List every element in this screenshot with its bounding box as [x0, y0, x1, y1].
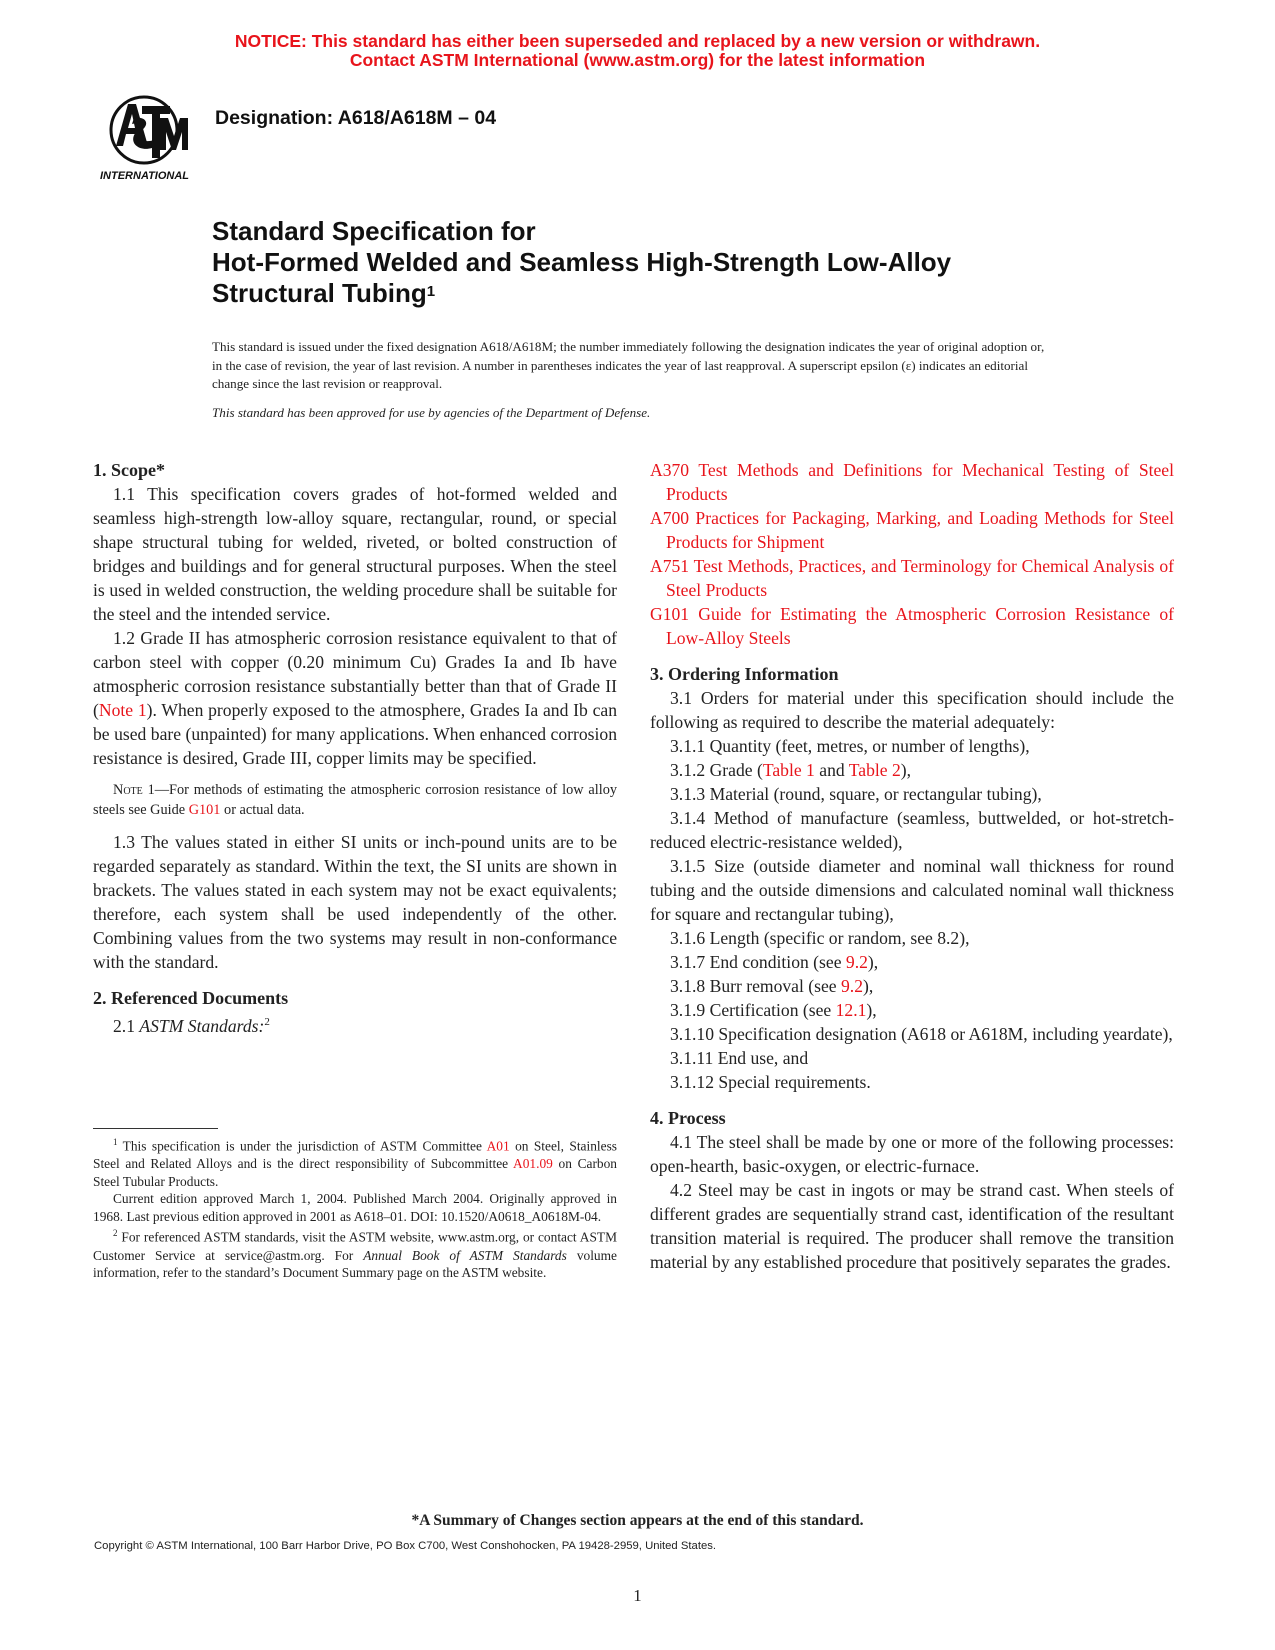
footnote-1-mark: 1 [113, 1137, 118, 1147]
note-text-a: 1—For methods of estimating the atmospheric corrosion resistance of low alloy steels see Guide [93, 782, 617, 818]
notice-line-2: Contact ASTM International (www.astm.org) for the latest information [349, 50, 926, 70]
section-3-heading: 3. Ordering Information [650, 664, 839, 684]
ref-title[interactable]: Guide for Estimating the Atmospheric Corrosion Resistance of Low-Alloy Steels [666, 604, 1174, 648]
section-4-heading: 4. Process [650, 1108, 726, 1128]
item-3-1-2-and: and [814, 760, 849, 780]
page-number: 1 [633, 1586, 642, 1605]
ref-title[interactable]: Test Methods and Definitions for Mechanical Testing of Steel Products [666, 460, 1174, 504]
note-g101-link[interactable]: G101 [188, 802, 221, 818]
section-12-1-link[interactable]: 12.1 [835, 1000, 867, 1020]
paragraph-2-1-text: ASTM Standards: [139, 1015, 265, 1036]
item-3-1-6: 3.1.6 Length (specific or random, see 8.2), [670, 928, 970, 948]
subcommittee-a01-09-link[interactable]: A01.09 [513, 1156, 553, 1172]
right-column [650, 458, 1174, 1274]
item-3-1-2-end: ), [900, 760, 912, 780]
item-3-1-7-end: ), [867, 952, 879, 972]
ref-title[interactable]: Test Methods, Practices, and Terminology for Chemical Analysis of Steel Products [666, 556, 1174, 600]
section-9-2-link[interactable]: 9.2 [841, 976, 863, 996]
paragraph-1-1: 1.1 This specification covers grades of hot-formed welded and seamless high-strength low-alloy square, rectangular, round, or special shape structural tubing for welded, riveted, or bolted construction of bridges and buildings and for general structural purposes. When the steel is used in welded construction, the welding procedure shall be suitable for the steel and the intended service. [93, 484, 617, 624]
committee-a01-link[interactable]: A01 [486, 1138, 510, 1154]
paragraph-1-2-text-b: ). When properly exposed to the atmosphere, Grades Ia and Ib can be used bare (unpainted) for many applications. When enhanced corrosion resistance is desired, Grade III, copper limits may be specified. [93, 700, 617, 768]
summary-of-changes-note: *A Summary of Changes section appears at the end of this standard. [411, 1512, 864, 1529]
copyright: Copyright © ASTM International, 100 Barr Harbor Drive, PO Box C700, West Conshohocken, PA 19428-2959, United States. [94, 1540, 717, 1552]
item-3-1-2 [650, 758, 1174, 782]
title-footnote-mark: 1 [426, 283, 436, 300]
paragraph-2-1 [93, 1010, 617, 1038]
footnotes [93, 1134, 617, 1282]
footnote-2 [93, 1225, 617, 1281]
item-3-1-8-text: 3.1.8 Burr removal (see [670, 976, 841, 996]
footnote-2-italic: Annual Book of ASTM Standards [363, 1247, 567, 1263]
item-3-1-12: 3.1.12 Special requirements. [670, 1072, 871, 1092]
title-line-1: Standard Specification for [212, 216, 536, 246]
footnote-1-text-b: on Steel, Stainless Steel and Related Alloys and is the direct responsibility of Subcommittee [93, 1138, 617, 1172]
ref-code-link[interactable]: A370 [650, 460, 690, 480]
title-line-3 [212, 278, 951, 309]
footnote-1 [93, 1134, 617, 1190]
item-3-1-9 [650, 998, 1174, 1022]
paragraph-1-3: 1.3 The values stated in either SI units or inch-pound units are to be regarded separately as standard. Within the text, the SI units are shown in brackets. The values stated in each system may not be exact equivalents; therefore, each system shall be used independently of the other. Combining values from the two systems may result in non-conformance with the standard. [93, 832, 617, 972]
section-9-2-link[interactable]: 9.2 [845, 952, 868, 972]
paragraph-1-2-text-a: 1.2 Grade II has atmospheric corrosion resistance equivalent to that of carbon steel with copper (0.20 minimum Cu) Grades Ia and Ib have atmospheric corrosion resistance substantially better than that of Grade II ( [93, 628, 617, 720]
ref-code-link[interactable]: G101 [650, 604, 690, 624]
title-line-2: Hot-Formed Welded and Seamless High-Strength Low-Alloy [212, 247, 952, 277]
ref-item-g101 [650, 602, 1174, 650]
footnote-2-superscript: 2 [113, 1228, 118, 1239]
footnote-1-edition: Current edition approved March 1, 2004. Published March 2004. Originally approved in 1968. Last previous edition approved in 2001 as A618–01. DOI: 10.1520/A0618_A0618M-04. [93, 1191, 617, 1224]
footnote-divider [93, 1128, 218, 1129]
section-2-heading: 2. Referenced Documents [93, 988, 289, 1008]
table-2-link[interactable]: Table 2 [848, 760, 901, 780]
item-3-1-2-text: 3.1.2 Grade ( [670, 760, 763, 780]
ref-code-link[interactable]: A700 [650, 508, 690, 528]
left-column [93, 458, 617, 1038]
ref-item-a751 [650, 554, 1174, 602]
designation: Designation: A618/A618M – 04 [215, 107, 497, 129]
item-3-1-4: 3.1.4 Method of manufacture (seamless, buttwelded, or hot-stretch-reduced electric-resistance welded), [650, 808, 1174, 852]
document-title [212, 216, 951, 309]
item-3-1-7-text: 3.1.7 End condition (see [670, 952, 846, 972]
paragraph-2-1-number: 2.1 [113, 1015, 140, 1036]
ref-code-link[interactable]: A751 [650, 556, 690, 576]
paragraph-4-2: 4.2 Steel may be cast in ingots or may be strand cast. When steels of different grades are sequentially strand cast, identification of the resultant transition material is required. The producer shall remove the transition material by any established procedure that positively separates the grades. [650, 1180, 1174, 1272]
astm-logo-icon [98, 88, 198, 184]
paragraph-1-2 [93, 626, 617, 770]
footnote-2-mark: 2 [264, 1016, 270, 1028]
ref-title[interactable]: Practices for Packaging, Marking, and Loading Methods for Steel Products for Shipment [666, 508, 1174, 552]
issued-statement: This standard is issued under the fixed designation A618/A618M; the number immediately following the designation indicates the year of original adoption or, in the case of revision, the year of last revision. A number in parentheses indicates the year of last reapproval. A superscript epsilon (ε) indicates an editorial change since the last revision or reapproval. [212, 339, 1045, 391]
item-3-1-9-text: 3.1.9 Certification (see [670, 1000, 836, 1020]
paragraph-3-1: 3.1 Orders for material under this specification should include the following as required to describe the material adequately: [650, 688, 1174, 732]
item-3-1-8-end: ), [863, 976, 874, 996]
notice-banner [0, 32, 1275, 70]
item-3-1-8 [650, 974, 1174, 998]
item-3-1-7 [650, 950, 1174, 974]
footnote-2-text-b: volume information, refer to the standard’s Document Summary page on the ASTM website. [93, 1247, 617, 1281]
note-label: Note [113, 782, 143, 798]
item-3-1-3: 3.1.3 Material (round, square, or rectangular tubing), [670, 784, 1042, 804]
logo-caption: INTERNATIONAL [100, 170, 190, 182]
item-3-1-1: 3.1.1 Quantity (feet, metres, or number of lengths), [670, 736, 1030, 756]
footnote-1-text-c: on Carbon Steel Tubular Products. [93, 1156, 617, 1189]
title-line-3-text: Structural Tubing [212, 278, 427, 308]
astm-logo [98, 88, 198, 184]
ref-item-a700 [650, 506, 1174, 554]
footnote-2-text-a: For referenced ASTM standards, visit the ASTM website, www.astm.org, or contact ASTM Customer Service at service@astm.org. For [93, 1229, 617, 1263]
footnote-1-text-a: This specification is under the jurisdiction of ASTM Committee [117, 1138, 487, 1154]
note-1-link[interactable]: Note 1 [98, 700, 147, 720]
ref-item-a370 [650, 458, 1174, 506]
section-1-heading: 1. Scope* [93, 460, 165, 480]
note-text-b: or actual data. [220, 802, 305, 818]
item-3-1-11: 3.1.11 End use, and [670, 1048, 809, 1068]
notice-line-1: NOTICE: This standard has either been superseded and replaced by a new version or withdrawn. [234, 31, 1041, 51]
item-3-1-5: 3.1.5 Size (outside diameter and nominal wall thickness for round tubing and the outside dimensions and calculated nominal wall thickness for square and rectangular tubing), [650, 856, 1174, 924]
dod-statement: This standard has been approved for use by agencies of the Department of Defense. [212, 405, 651, 420]
item-3-1-9-end: ), [866, 1000, 877, 1020]
item-3-1-10: 3.1.10 Specification designation (A618 or A618M, including yeardate), [670, 1024, 1173, 1044]
referenced-standards-list [650, 458, 1174, 650]
note-1 [93, 780, 617, 820]
paragraph-4-1: 4.1 The steel shall be made by one or more of the following processes: open-hearth, basic-oxygen, or electric-furnace. [650, 1132, 1174, 1176]
table-1-link[interactable]: Table 1 [762, 760, 815, 780]
